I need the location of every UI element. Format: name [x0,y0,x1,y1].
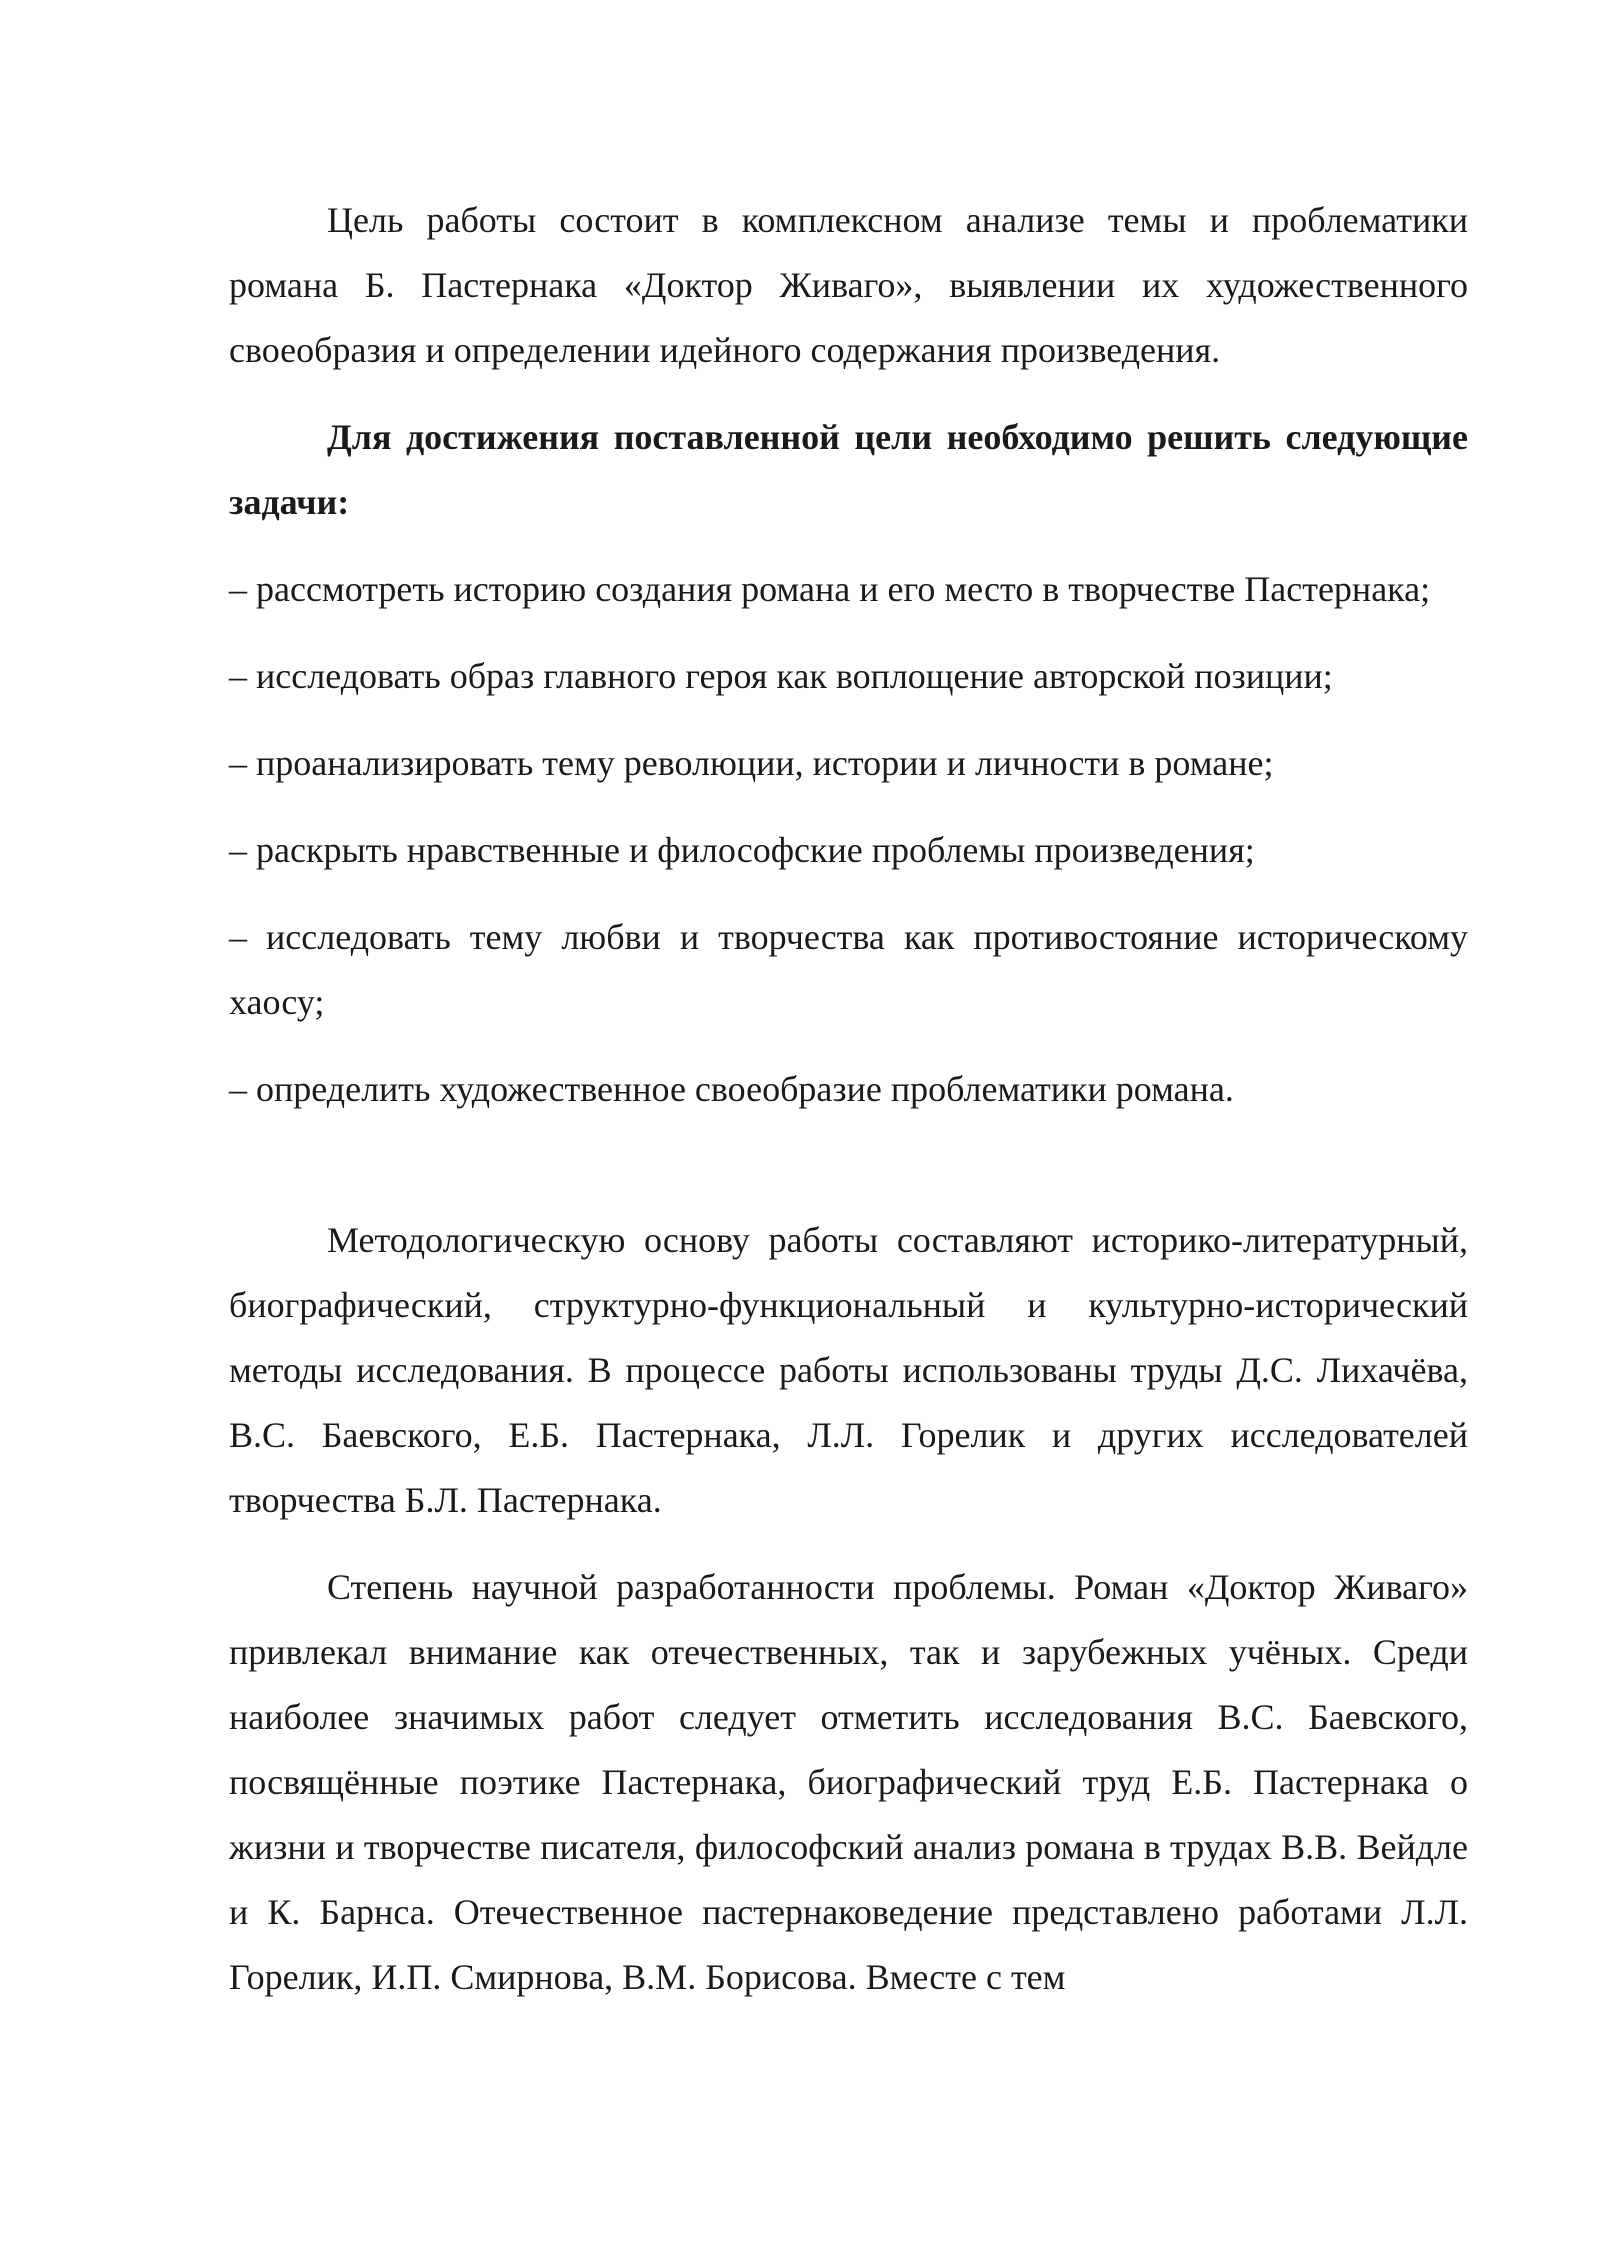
research-degree-paragraph: Степень научной разработанности проблемы. Роман «Доктор Живаго» привлекал внимание как отечественных, так и зарубежных учёных. Среди наиболее значимых работ следует отметить исследования В.С. Баевского, посвящённые поэтике Пастернака, биографический труд Е.Б. Пастернака о жизни и творчестве писателя, философский анализ романа в трудах В.В. Вейдле и К. Барнса. Отечественное пастернаковедение представлено работами Л.Л. Горелик, И.П. Смирнова, В.М. Борисова. Вместе с тем [229,1567,1468,1997]
tasks-heading: Для достижения поставленной цели необходимо решить следующие задачи: [229,417,1468,522]
task-item: – проанализировать тему революции, истории и личности в романе; [229,743,1274,783]
methodology-paragraph: Методологическую основу работы составляют историко-литературный, биографический, структурно-функциональный и культурно-исторический методы исследования. В процессе работы использованы труды Д.С. Лихачёва, В.С. Баевского, Е.Б. Пастернака, Л.Л. Горелик и других исследователей творчества Б.Л. Пастернака. [229,1220,1468,1520]
task-item: – рассмотреть историю создания романа и его место в творчестве Пастернака; [229,569,1431,609]
task-item: – исследовать тему любви и творчества как противостояние историческому хаосу; [229,917,1468,1022]
document-body [229,188,1468,2032]
task-item: – раскрыть нравственные и философские проблемы произведения; [229,830,1255,870]
task-item: – определить художественное своеобразие проблематики романа. [229,1069,1234,1109]
paragraph-spacer [229,1144,1468,1208]
goal-paragraph: Цель работы состоит в комплексном анализе темы и проблематики романа Б. Пастернака «Доктор Живаго», выявлении их художественного своеобразия и определении идейного содержания произведения. [229,200,1468,370]
task-item: – исследовать образ главного героя как воплощение авторской позиции; [229,656,1333,696]
